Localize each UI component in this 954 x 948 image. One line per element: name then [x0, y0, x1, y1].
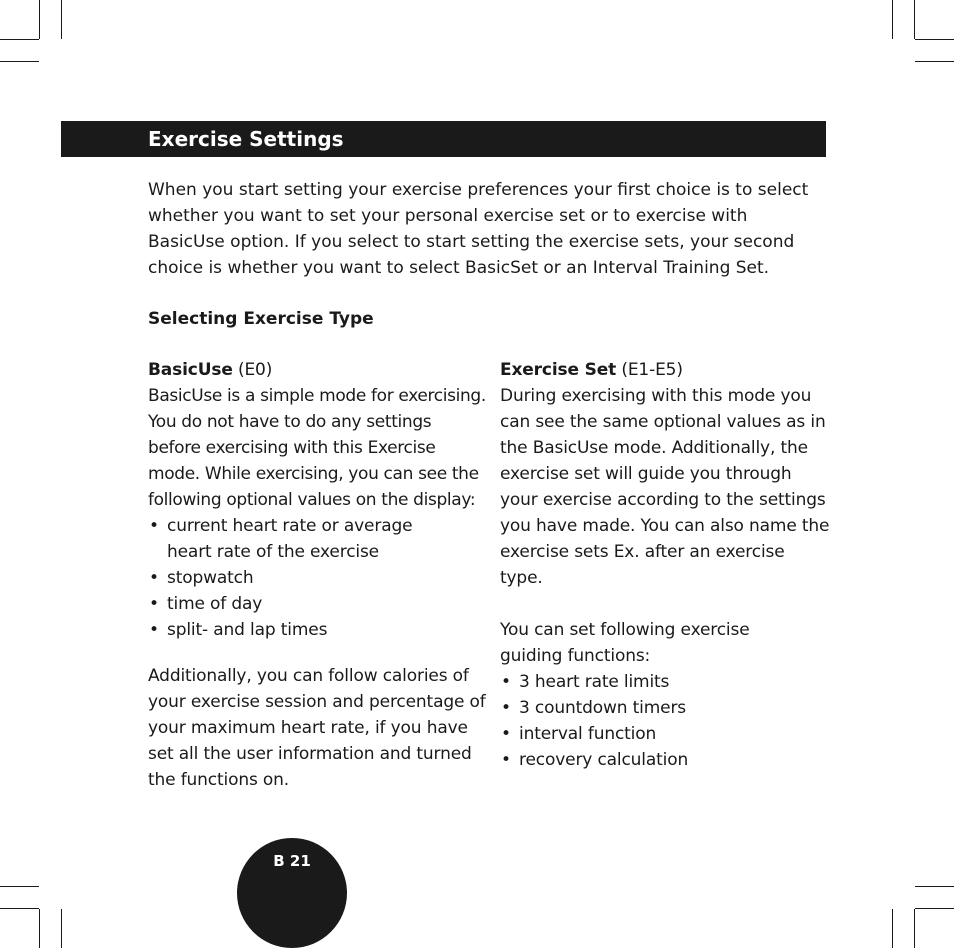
crop-mark — [915, 39, 954, 40]
list-item: • stopwatch — [148, 565, 488, 591]
list-item: • interval function — [500, 721, 830, 747]
list-item: • 3 countdown timers — [500, 695, 830, 721]
crop-mark — [914, 909, 915, 948]
list-item: • recovery calculation — [500, 747, 830, 773]
crop-mark — [915, 908, 954, 909]
list-item: • time of day — [148, 591, 488, 617]
crop-mark — [61, 0, 62, 39]
crop-mark — [0, 886, 39, 887]
exercise-set-code: (E1-E5) — [621, 360, 683, 380]
basic-use-code: (E0) — [237, 360, 273, 380]
exercise-set-column — [500, 357, 830, 773]
intro-paragraph: When you start setting your exercise preferences your first choice is to select whether you want to set your personal exercise set or to exercise with BasicUse option. If you select to start setting the exercise sets, your second choice is whether you want to select BasicSet or an Interval Training Set. — [148, 180, 809, 278]
list-item: • split- and lap times — [148, 617, 488, 643]
exercise-set-description: During exercising with this mode you can see the same optional values as in the BasicUse mode. Additionally, the exercise set will guide you through your exercise according to the settings you have made. You can also name the exercise sets Ex. after an exercise type. — [500, 386, 830, 588]
exercise-set-functions-intro: You can set following exercise guiding functions: — [500, 620, 750, 666]
basic-use-column — [148, 357, 488, 793]
basic-use-list — [148, 513, 488, 643]
page-title: Exercise Settings — [148, 127, 344, 151]
exercise-set-name: Exercise Set — [500, 360, 617, 380]
list-item: • 3 heart rate limits — [500, 669, 830, 695]
crop-mark — [915, 61, 954, 62]
basic-use-heading — [148, 357, 488, 383]
basic-use-name: BasicUse — [148, 360, 233, 380]
crop-mark — [0, 39, 39, 40]
section-heading: Selecting Exercise Type — [148, 309, 374, 329]
crop-mark — [0, 61, 39, 62]
crop-mark — [892, 909, 893, 948]
section-title-bar — [61, 121, 826, 157]
basic-use-description: BasicUse is a simple mode for exercising. You do not have to do any settings before exercising with this Exercise mode. While exercising, you can see the following optional values on the display: — [148, 386, 486, 510]
exercise-set-functions-list — [500, 669, 830, 773]
list-item: • current heart rate or average heart rate of the exercise — [148, 513, 488, 565]
crop-mark — [892, 0, 893, 39]
exercise-set-heading — [500, 357, 830, 383]
page-number: B 21 — [273, 852, 311, 870]
page-number-badge — [237, 838, 347, 948]
crop-mark — [39, 0, 40, 39]
crop-mark — [914, 0, 915, 39]
crop-mark — [915, 886, 954, 887]
crop-mark — [0, 908, 39, 909]
crop-mark — [39, 909, 40, 948]
spacer — [148, 643, 488, 663]
basic-use-additional: Additionally, you can follow calories of your exercise session and percentage of your maximum heart rate, if you have set all the user information and turned the functions on. — [148, 666, 486, 790]
crop-mark — [61, 909, 62, 948]
spacer — [500, 591, 830, 617]
